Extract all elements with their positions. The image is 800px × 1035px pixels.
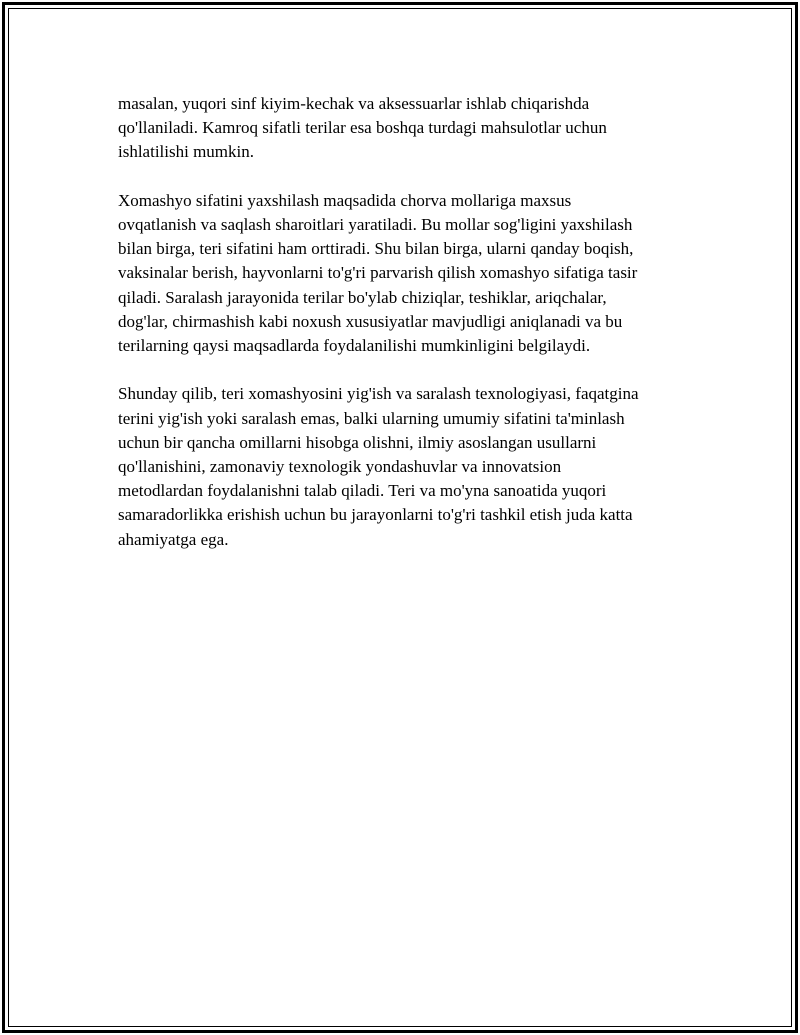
text-line: qiladi. Saralash jarayonida terilar bo'ylab chiziqlar, teshiklar, ariqchalar, bbox=[118, 287, 607, 307]
paragraph-2 bbox=[118, 189, 688, 358]
text-line: uchun bir qancha omillarni hisobga olishni, ilmiy asoslangan usullarni bbox=[118, 432, 597, 452]
paragraph-3 bbox=[118, 382, 688, 551]
text-line: vaksinalar berish, hayvonlarni to'g'ri parvarish qilish xomashyo sifatiga tasir bbox=[118, 263, 638, 283]
text-line: Xomashyo sifatini yaxshilash maqsadida chorva mollariga maxsus bbox=[118, 190, 572, 210]
text-line: dog'lar, chirmashish kabi noxush xususiyatlar mavjudligi aniqlanadi va bu bbox=[118, 311, 623, 331]
text-line: ovqatlanish va saqlash sharoitlari yaratiladi. Bu mollar sog'ligini yaxshilash bbox=[118, 215, 633, 234]
text-line: terini yig'ish yoki saralash emas, balki ularning umumiy sifatini ta'minlash bbox=[118, 408, 625, 428]
text-line: samaradorlikka erishish uchun bu jarayonlarni to'g'ri tashkil etish juda katta bbox=[118, 505, 633, 525]
text-line: terilarning qaysi maqsadlarda foydalanilishi mumkinligini belgilaydi. bbox=[118, 336, 591, 356]
text-line: ahamiyatga ega. bbox=[118, 529, 229, 549]
text-line: qo'llaniladi. Kamroq sifatli terilar esa boshqa turdagi mahsulotlar uchun bbox=[118, 118, 607, 138]
text-line: ishlatilishi mumkin. bbox=[118, 142, 255, 162]
paragraph-1 bbox=[118, 92, 688, 165]
text-line: qo'llanishini, zamonaviy texnologik yondashuvlar va innovatsion bbox=[118, 457, 562, 477]
text-line: masalan, yuqori sinf kiyim-kechak va aksessuarlar ishlab chiqarishda bbox=[118, 94, 590, 113]
text-line: Shunday qilib, teri xomashyosini yig'ish va saralash texnologiyasi, faqatgina bbox=[118, 384, 639, 404]
text-line: metodlardan foydalanishni talab qiladi. Teri va mo'yna sanoatida yuqori bbox=[118, 481, 607, 501]
text-line: bilan birga, teri sifatini ham orttiradi. Shu bilan birga, ularni qanday boqish, bbox=[118, 239, 634, 259]
document-body bbox=[118, 92, 688, 576]
